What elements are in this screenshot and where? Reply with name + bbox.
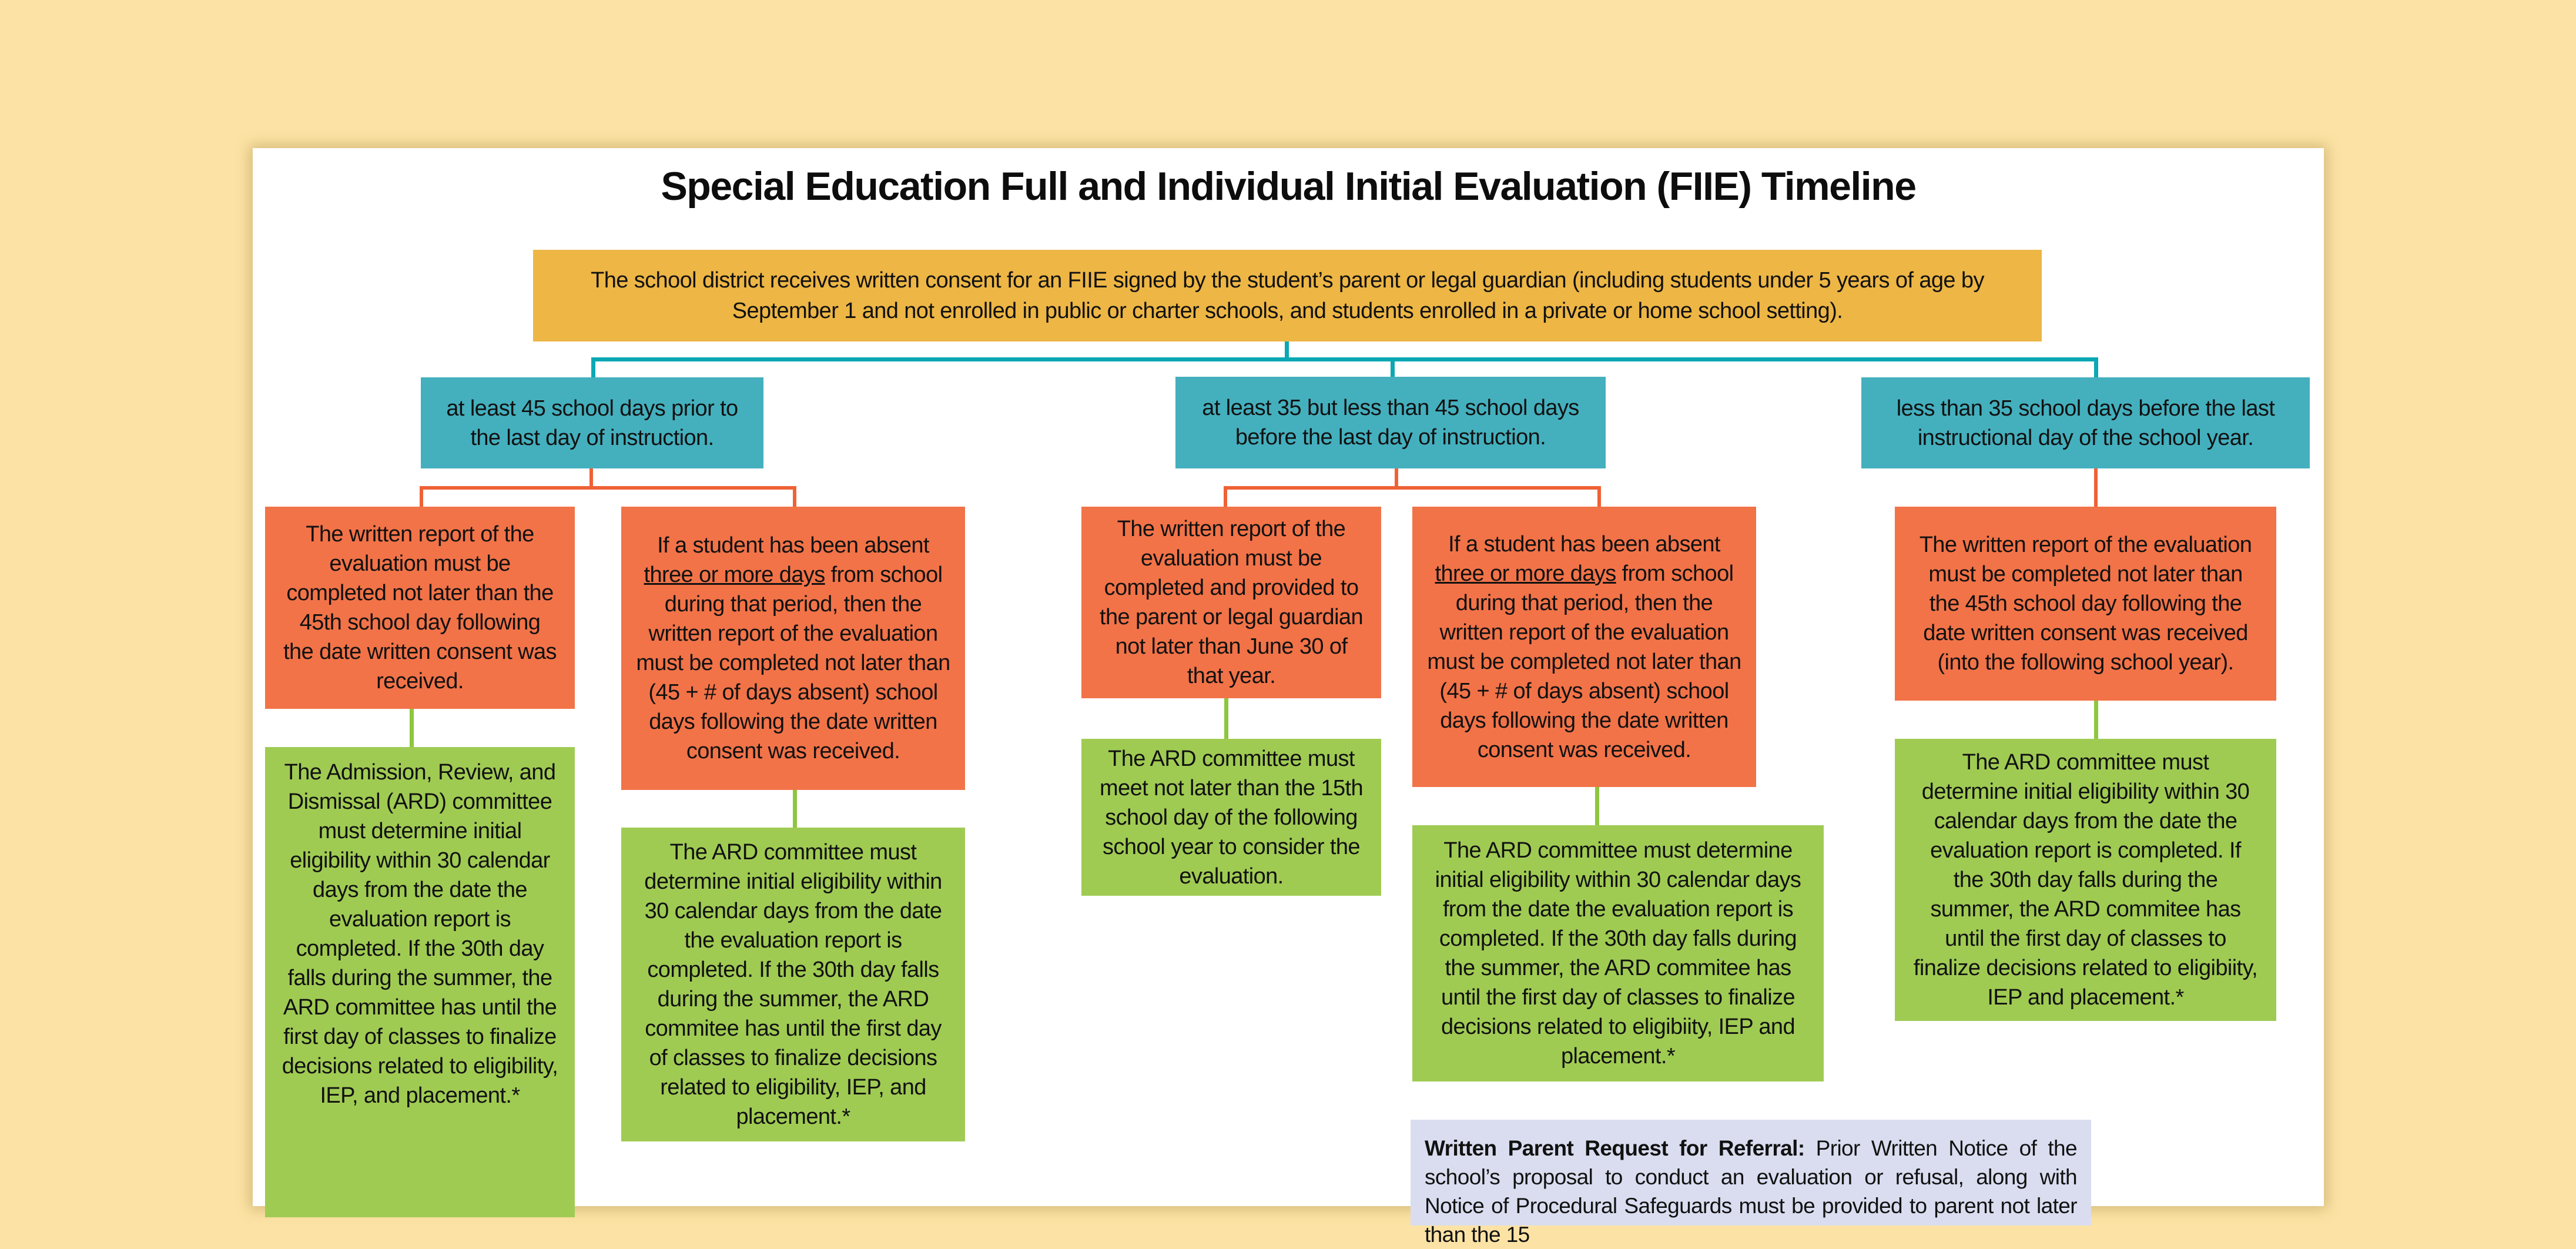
report-absent-text: If a student has been absent three or more days from school during that period, then the written report of the evaluation must be completed not later than (45 + # of days absent) school days following the date written consent was received. (636, 533, 950, 764)
connector-branch-2-left (1224, 486, 1227, 507)
connector-branch-2-right (1597, 486, 1601, 507)
condition-box-under-35-days (1861, 377, 2310, 468)
ard-box-branch-3 (1895, 739, 2276, 1021)
connector-to-branch-1 (591, 357, 595, 379)
referral-note-body: Prior Written Notice of the school’s proposal to conduct an evaluation or refusal, along with Notice of Procedural Safeguards must be provided to parent not later than the 15 (1425, 1136, 2077, 1247)
condition-box-45-days (421, 377, 763, 468)
condition-text: at least 35 but less than 45 school days before the last day of instruction. (1202, 396, 1579, 450)
ard-text: The ARD committee must determine initial eligibility within 30 calendar days from the date the evaluation report is completed. If the 30th day falls during the summer, the ARD commitee has until the first day of classes to finalize decisions related to eligibiity, IEP and placement.* (1913, 750, 2258, 1010)
page-title: Special Education Full and Individual Initial Evaluation (FIIE) Timeline (661, 164, 1916, 209)
connector-report-to-ard-1 (410, 709, 414, 748)
connector-branch-3-stem (2094, 468, 2098, 507)
ard-text: The ARD committee must meet not later than the 15th school day of the following school year to consider the evaluation. (1100, 746, 1363, 889)
consent-received-text: The school district receives written consent for an FIIE signed by the student’s parent or legal guardian (including students under 5 years of age by September 1 and not enrolled in public or charter schools, and students enrolled in a private or home school setting). (591, 268, 1984, 323)
connector-report-to-ard-4 (1595, 787, 1599, 826)
report-box-absent-branch-1 (621, 507, 965, 790)
report-text: The written report of the evaluation must be completed not later than the 45th school day following the date written consent was received (into the following school year). (1919, 533, 2252, 675)
connector-branch-2-horizontal (1224, 486, 1600, 490)
referral-note-box (1411, 1120, 2091, 1247)
report-box-june-30 (1081, 507, 1381, 698)
connector-branch-1-horizontal (420, 486, 796, 490)
condition-text: at least 45 school days prior to the last day of instruction. (446, 396, 738, 450)
ard-box-absent-branch-1 (621, 828, 965, 1141)
connector-branch-1-right (793, 486, 796, 507)
condition-text: less than 35 school days before the last instructional day of the school year. (1896, 396, 2275, 450)
referral-note-heading: Written Parent Request for Referral: (1425, 1136, 1805, 1160)
connector-report-to-ard-2 (793, 790, 797, 829)
report-box-absent-branch-2 (1412, 507, 1756, 787)
condition-box-35-45-days (1175, 377, 1606, 468)
report-box-following-year (1895, 507, 2276, 701)
referral-note-text (1425, 1134, 2077, 1249)
report-absent-text: If a student has been absent three or more days from school during that period, then the written report of the evaluation must be completed not later than (45 + # of days absent) school days following the date written consent was received. (1427, 531, 1741, 762)
report-text: The written report of the evaluation must be completed and provided to the parent or legal guardian not later than June 30 of that year. (1100, 517, 1363, 688)
ard-box-15th-school-day (1081, 739, 1381, 896)
ard-text: The Admission, Review, and Dismissal (ARD) committee must determine initial eligibility within 30 calendar days from the date the evaluation report is completed. If the 30th day falls during the summer, the ARD committee has until the first day of classes to finalize decisions related to eligibility, IEP, and placement.* (282, 760, 558, 1108)
absence-threshold-underlined: three or more days (644, 562, 825, 587)
connector-branch-1-left (420, 486, 423, 507)
connector-to-branch-2 (1391, 357, 1395, 379)
ard-box-branch-1 (265, 747, 575, 1217)
ard-text: The ARD committee must determine initial eligibility within 30 calendar days from the date the evaluation report is completed. If the 30th day falls during the summer, the ARD commitee has until the first day of classes to finalize decisions related to eligibility, IEP, and placement.* (644, 840, 942, 1129)
ard-box-absent-branch-2 (1412, 825, 1824, 1081)
connector-report-to-ard-3 (1224, 698, 1228, 739)
connector-root-horizontal (591, 357, 2098, 361)
connector-report-to-ard-5 (2094, 701, 2098, 739)
consent-received-box (533, 250, 2042, 341)
ard-text: The ARD committee must determine initial eligibility within 30 calendar days from the date the evaluation report is completed. If the 30th day falls during the summer, the ARD commitee has until the first day of classes to finalize decisions related to eligibiity, IEP and placement.* (1435, 838, 1801, 1069)
absence-threshold-underlined: three or more days (1435, 561, 1616, 586)
report-box-45th-day (265, 507, 575, 709)
report-text: The written report of the evaluation must be completed not later than the 45th school day following the date written consent was received. (283, 522, 557, 694)
connector-to-branch-3 (2094, 357, 2098, 379)
